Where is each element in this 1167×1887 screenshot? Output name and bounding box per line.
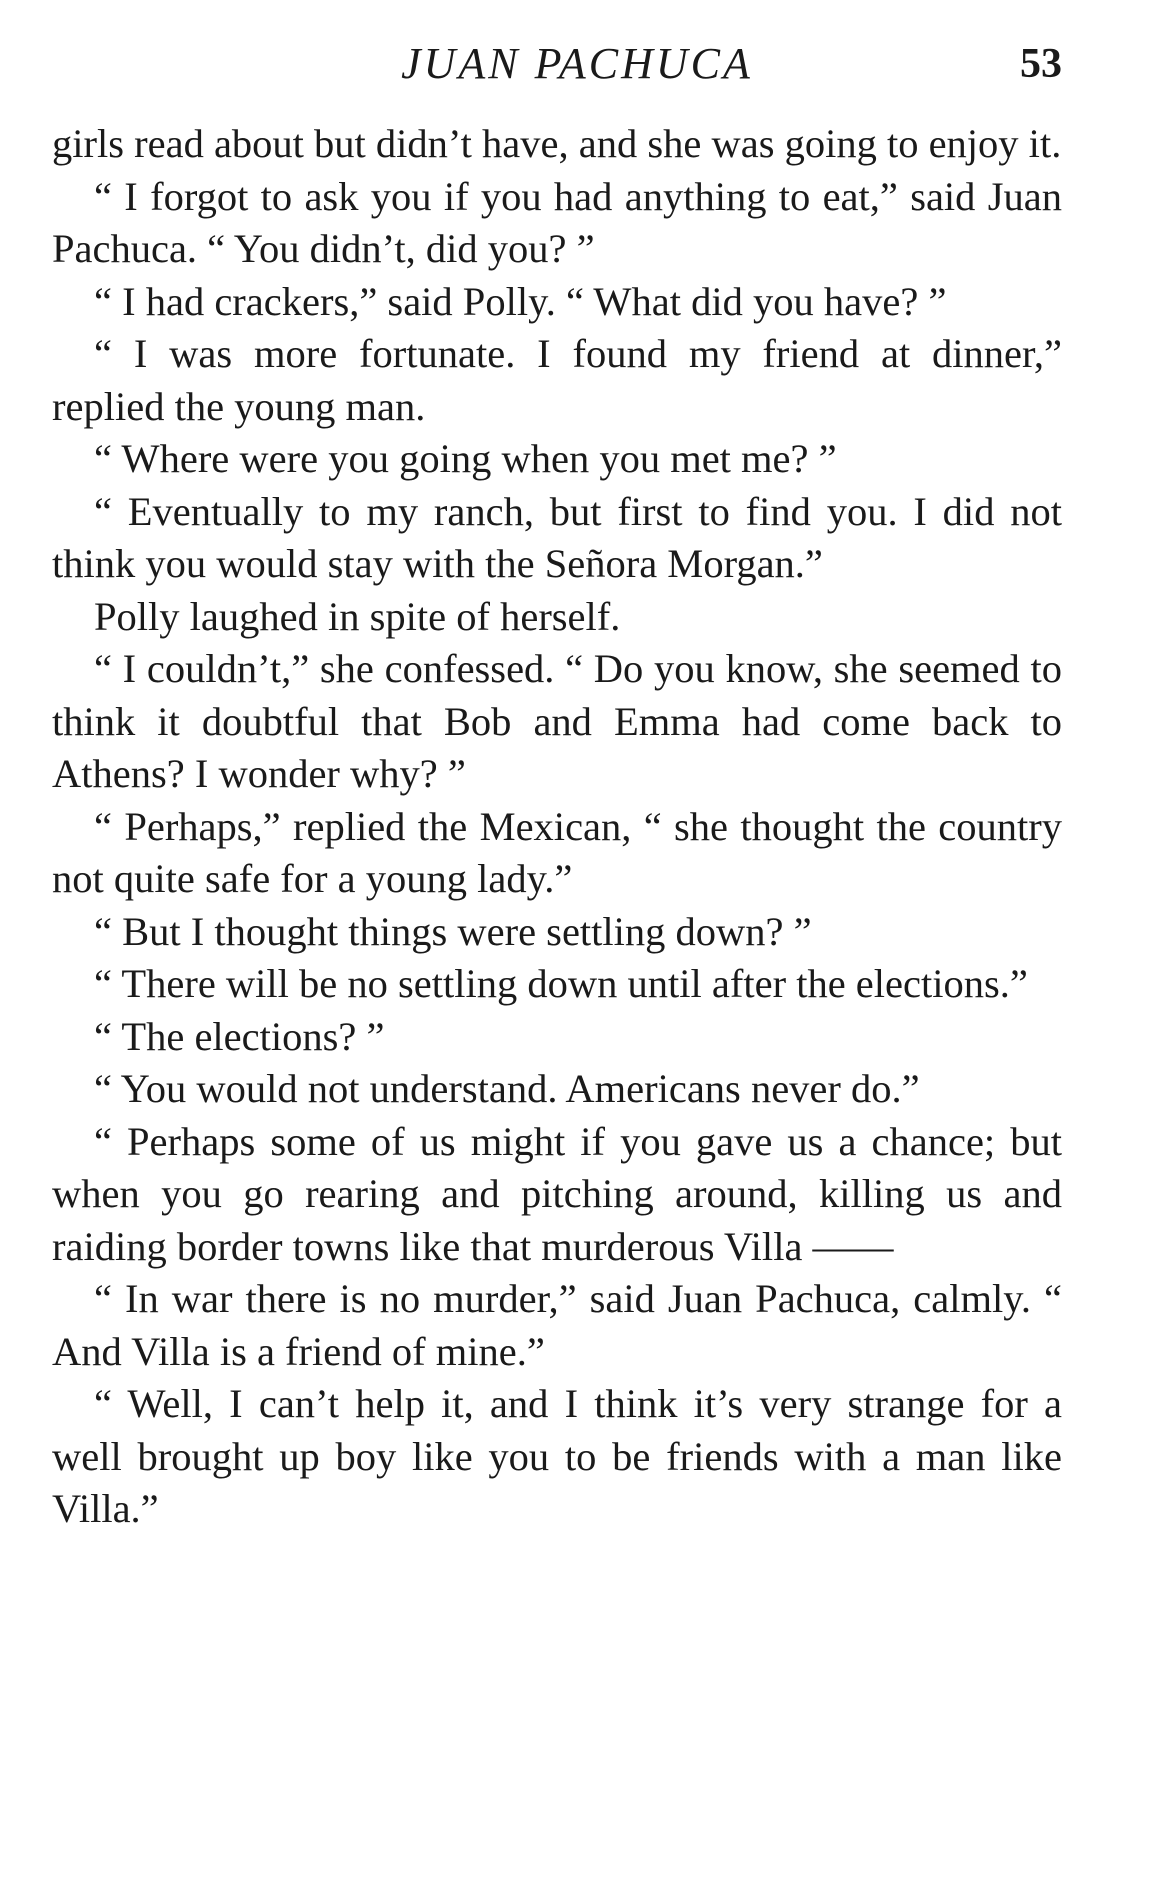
body-text: [52, 118, 1062, 1536]
paragraph: “ Where were you going when you met me? ”: [94, 436, 837, 481]
page-header: [52, 34, 1062, 94]
paragraph: “ Well, I can’t help it, and I think it’s very strange for a well brought up boy like you to be friends with a man like Villa.”: [52, 1381, 1062, 1531]
paragraph: “ I had crackers,” said Polly. “ What did you have? ”: [94, 278, 947, 324]
paragraph: “ Eventually to my ranch, but first to find you. I did not think you would stay with the Señora Morgan.”: [52, 488, 1062, 586]
paragraph: “ I forgot to ask you if you had anything to eat,” said Juan Pachuca. “ You didn’t, did you? ”: [52, 173, 1062, 271]
paragraph: girls read about but didn’t have, and she was going to enjoy it.: [52, 121, 1062, 166]
page-number: 53: [1020, 41, 1062, 87]
paragraph: “ In war there is no murder,” said Juan Pachuca, calmly. “ And Villa is a friend of mine.”: [52, 1276, 1062, 1374]
paragraph: “ There will be no settling down until after the elections.”: [94, 961, 1028, 1006]
paragraph: “ But I thought things were settling down? ”: [94, 908, 812, 954]
paragraph: “ You would not understand. Americans never do.”: [94, 1066, 920, 1111]
paragraph: “ Perhaps some of us might if you gave us a chance; but when you go rearing and pitching around, killing us and raiding border towns like that murderous Villa ——: [52, 1118, 1062, 1269]
paragraph: “ I couldn’t,” she confessed. “ Do you know, she seemed to think it doubtful that Bob and Emma had come back to Athens? I wonder why? ”: [52, 646, 1062, 796]
paragraph: “ I was more fortunate. I found my friend at dinner,” replied the young man.: [52, 331, 1062, 429]
paragraph: “ The elections? ”: [94, 1013, 385, 1059]
running-title: JUAN PACHUCA: [401, 39, 753, 88]
paragraph: Polly laughed in spite of herself.: [94, 593, 621, 639]
paragraph: “ Perhaps,” replied the Mexican, “ she thought the country not quite safe for a young lady.”: [52, 803, 1062, 901]
